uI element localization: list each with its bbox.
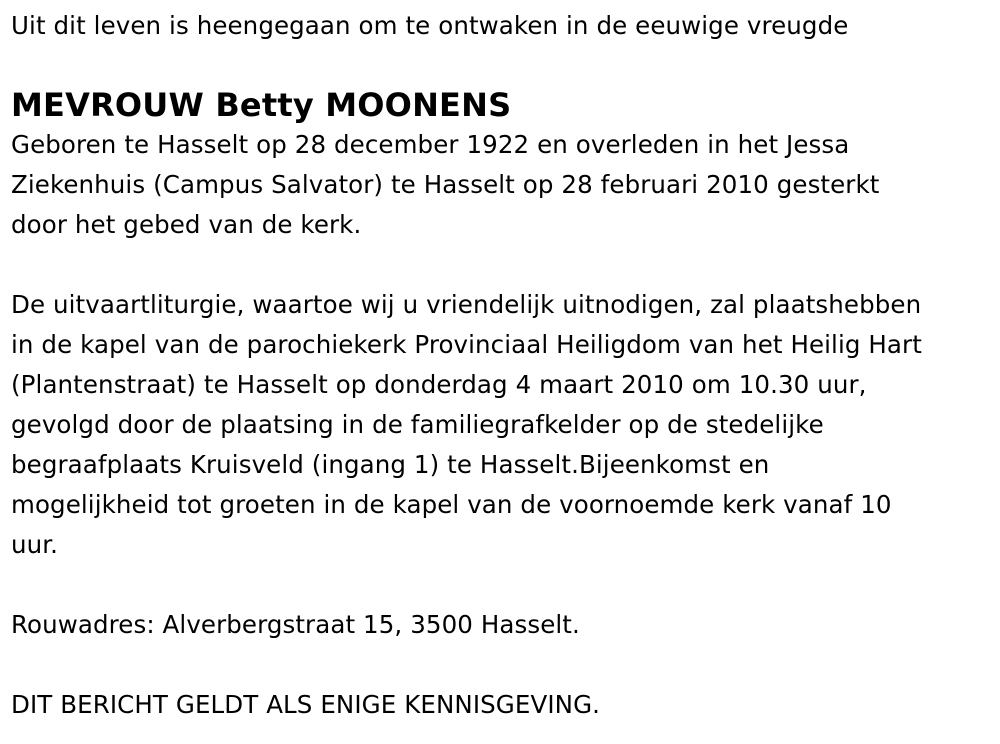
text-line: gevolgd door de plaatsing in de familiegrafkelder op de stedelijke: [11, 410, 824, 439]
closing-statement: DIT BERICHT GELDT ALS ENIGE KENNISGEVING.: [11, 690, 601, 719]
text-line: uur.: [11, 530, 59, 559]
text-line: De uitvaartliturgie, waartoe wij u vriendelijk uitnodigen, zal plaatshebben: [11, 290, 922, 319]
funeral-paragraph: [11, 285, 990, 565]
deceased-name: MEVROUW Betty MOONENS: [11, 86, 512, 124]
paragraph-spacer: [11, 565, 990, 605]
paragraph-spacer: [11, 245, 990, 285]
intro-line: Uit dit leven is heengegaan om te ontwaken in de eeuwige vreugde: [11, 11, 849, 40]
text-line: door het gebed van de kerk.: [11, 210, 362, 239]
paragraph-spacer: [11, 645, 990, 685]
text-line: begraafplaats Kruisveld (ingang 1) te Hasselt.Bijeenkomst en: [11, 450, 770, 479]
text-line: in de kapel van de parochiekerk Provinciaal Heiligdom van het Heilig Hart: [11, 330, 922, 359]
text-line: Ziekenhuis (Campus Salvator) te Hasselt op 28 februari 2010 gesterkt: [11, 170, 880, 199]
text-line: (Plantenstraat) te Hasselt op donderdag 4 maart 2010 om 10.30 uur,: [11, 370, 867, 399]
mourning-address: Rouwadres: Alverbergstraat 15, 3500 Hasselt.: [11, 610, 580, 639]
birth-death-paragraph: [11, 125, 990, 245]
text-line: Geboren te Hasselt op 28 december 1922 en overleden in het Jessa: [11, 130, 850, 159]
text-line: mogelijkheid tot groeten in de kapel van de voornoemde kerk vanaf 10: [11, 490, 892, 519]
